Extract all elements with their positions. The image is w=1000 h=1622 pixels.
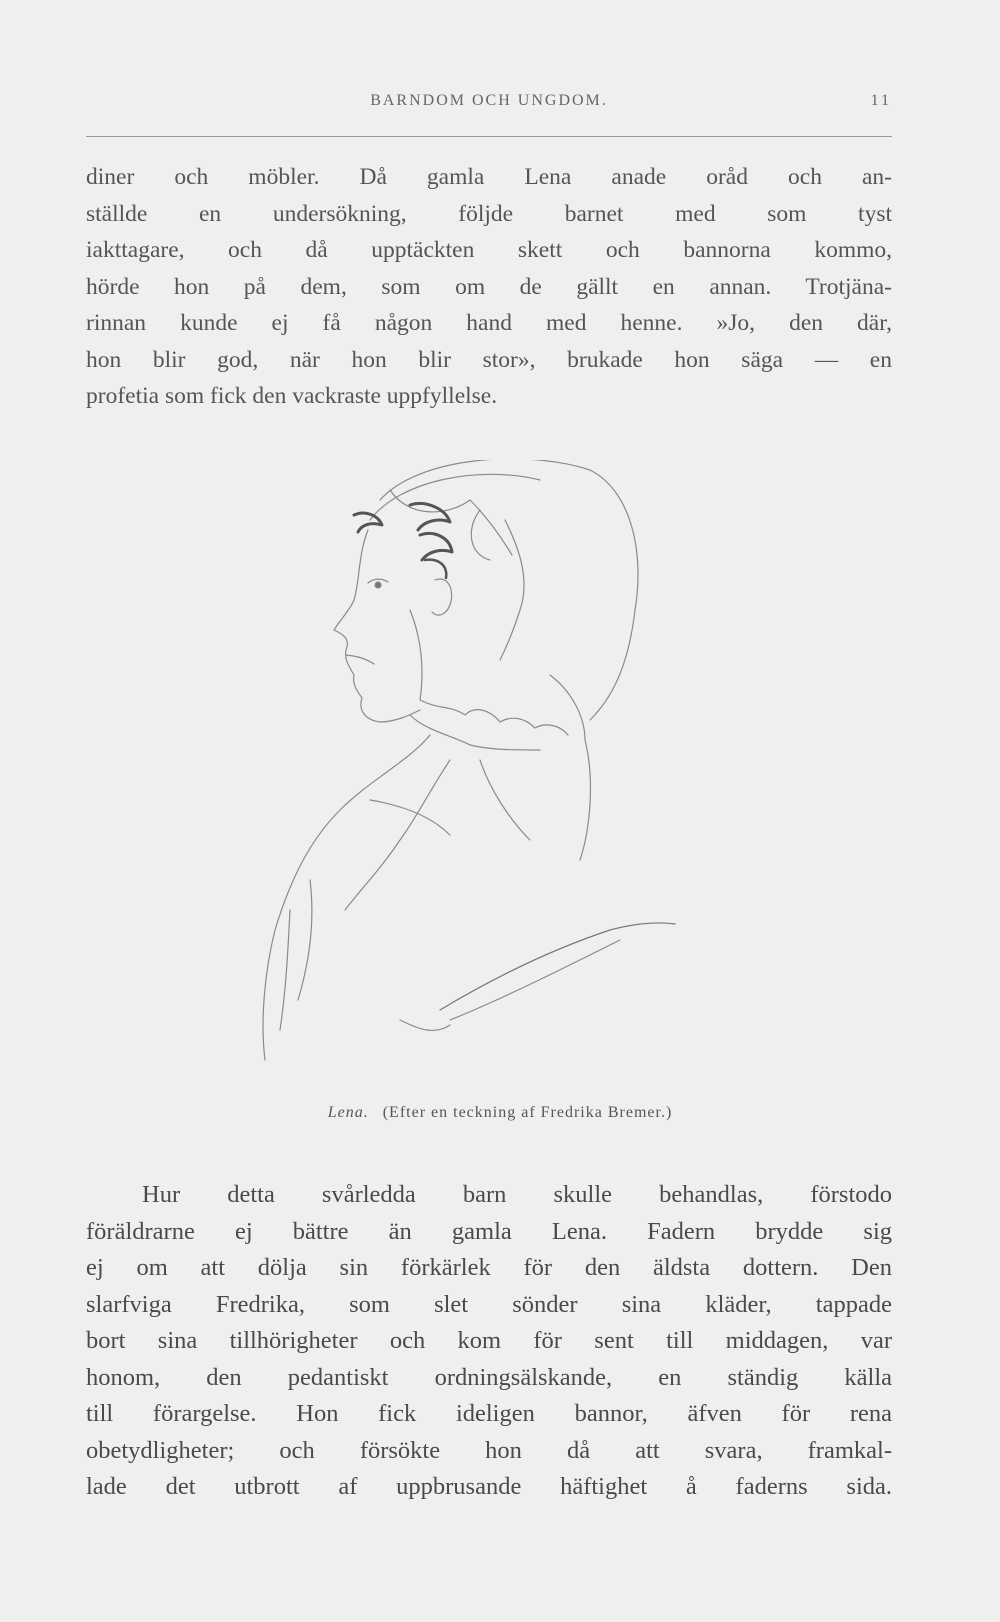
header-title: BARNDOM OCH UNGDOM. xyxy=(370,92,608,109)
text-line: hörde hon på dem, som om de gällt en annan. Trotjäna- xyxy=(86,273,892,300)
text-line: hon blir god, när hon blir stor», brukade hon säga — en xyxy=(86,346,892,373)
caption-name: Lena. xyxy=(327,1104,369,1121)
text-line: föräldrarne ej bättre än gamla Lena. Fadern brydde sig xyxy=(86,1217,892,1245)
header-rule xyxy=(86,136,892,137)
text-line: ställde en undersökning, följde barnet med som tyst xyxy=(86,200,892,227)
running-header xyxy=(86,92,892,122)
text-line: Hur detta svårledda barn skulle behandlas, förstodo xyxy=(142,1181,892,1208)
caption-text: (Efter en teckning af Fredrika Bremer.) xyxy=(382,1104,673,1121)
text-line: diner och möbler. Då gamla Lena anade oråd och an- xyxy=(86,164,892,190)
text-line: lade det utbrott af uppbrusande häftighet å faderns sida. xyxy=(86,1473,892,1500)
paragraph-2 xyxy=(86,1177,892,1506)
text-line: slarfviga Fredrika, som slet sönder sina kläder, tappade xyxy=(86,1290,892,1318)
text-line: honom, den pedantiskt ordningsälskande, en ständig källa xyxy=(86,1363,892,1391)
text-line: profetia som fick den vackraste uppfyllelse. xyxy=(86,383,498,409)
text-line: ej om att dölja sin förkärlek för den äldsta dottern. Den xyxy=(86,1254,892,1281)
page-number: 11 xyxy=(870,92,892,109)
text-line: bort sina tillhörigheter och kom för sent till middagen, var xyxy=(86,1327,892,1354)
text-line: rinnan kunde ej få någon hand med henne. »Jo, den där, xyxy=(86,310,892,336)
portrait-sketch-illustration xyxy=(250,460,730,1090)
text-line: obetydligheter; och försökte hon då att svara, framkal- xyxy=(86,1436,892,1464)
text-line: till förargelse. Hon fick ideligen bannor, äfven för rena xyxy=(86,1400,892,1427)
figure-caption xyxy=(200,1104,800,1122)
paragraph-1 xyxy=(86,159,892,415)
text-line: iakttagare, och då upptäckten skett och bannorna kommo, xyxy=(86,237,892,263)
